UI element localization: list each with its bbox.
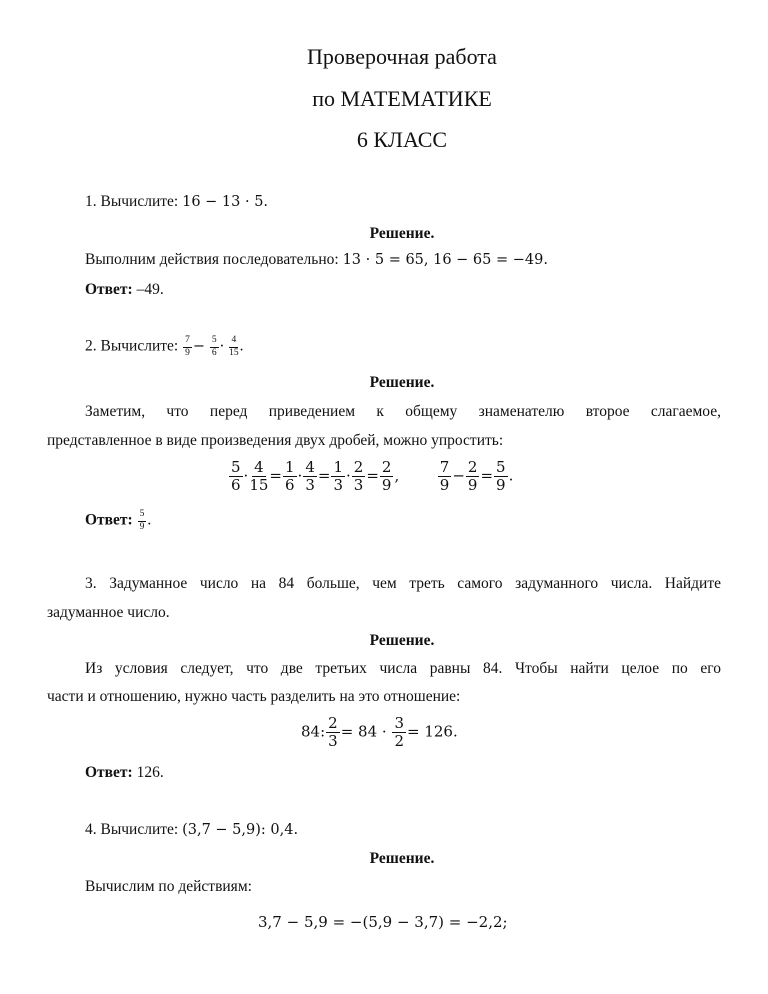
answer-label: Ответ: (85, 511, 133, 529)
task-4-expression: (3,7 − 5,9): 0,4. (182, 822, 299, 838)
task-3-solution-line-1: Из условия следует, что две третьих числа равны 84. Чтобы найти целое по его (85, 660, 721, 677)
task-2-formula: $\frac{5}{6}$ · $\frac{4}{15}$ = $\frac{1}{6}$ · $\frac{4}{3}$ = $\frac{1}{3}$ · $\frac{2}{3}$ = $\frac{2}{9}$ , $\frac{7}{9}$ − $\frac{2}{9}$ = $\frac{5}{9}$ . (231, 458, 514, 494)
task-3-statement-line-1: 3. Задуманное число на 84 больше, чем треть самого задуманного числа. Найдите (85, 575, 721, 592)
task-3-answer-value: 126. (136, 764, 164, 781)
task-3-answer (85, 764, 164, 782)
task-1-expression: 16 − 13 · 5. (182, 194, 269, 210)
doc-subject: по МАТЕМАТИКЕ (312, 86, 492, 111)
answer-label: Ответ: (85, 281, 133, 298)
task-2-solution-line-2: представленное в виде произведения двух дробей, можно упростить: (47, 432, 504, 449)
answer-label: Ответ: (85, 764, 133, 781)
fraction: $\frac{7}{9}$ (185, 335, 190, 358)
task-1-solution-heading: Решение. (369, 225, 435, 242)
doc-grade: 6 КЛАСС (356, 127, 448, 152)
fraction: $\frac{4}{15}$ (229, 335, 239, 358)
task-1-solution-expression: 13 · 5 = 65, 16 − 65 = −49. (342, 252, 548, 268)
task-1-answer-value: –49. (136, 281, 164, 298)
fraction: $\frac{5}{6}$ (211, 335, 217, 358)
task-2-answer: Ответ: $\frac{5}{9}$ . (85, 509, 152, 532)
task-3-solution-heading: Решение. (369, 632, 435, 649)
task-3-statement-line-2: задуманное число. (47, 604, 170, 621)
task-4-solution-expression: 3,7 − 5,9 = −(5,9 − 3,7) = −2,2; (258, 913, 508, 931)
task-2-solution-heading: Решение. (369, 374, 435, 391)
task-1-statement: 1. Вычислите: 16 − 13 · 5. (85, 193, 269, 210)
task-2-solution-line-1: Заметим, что перед приведением к общему знаменателю второе слагаемое, (85, 403, 721, 420)
task-4-statement: 4. Вычислите: (3,7 − 5,9): 0,4. (85, 821, 299, 838)
task-1-solution: Выполним действия последовательно: 13 · 5 = 65, 16 − 65 = −49. (85, 251, 548, 268)
task-4-solution-text: Вычислим по действиям: (85, 878, 252, 895)
task-3-solution-line-2: части и отношению, нужно часть разделить на это отношение: (47, 688, 461, 705)
task-2-statement: 2. Вычислите: $\frac{7}{9}$ − $\frac{5}{6}$ · $\frac{4}{15}$ . (85, 335, 244, 358)
task-4-solution-heading: Решение. (369, 850, 435, 867)
task-2-answer-fraction: $\frac{5}{9}$ (139, 509, 145, 532)
task-1-answer (85, 281, 164, 299)
task-3-formula: 84: $\frac{2}{3}$ = 84 · $\frac{3}{2}$ = 126. (301, 714, 458, 750)
doc-title: Проверочная работа (307, 44, 497, 69)
